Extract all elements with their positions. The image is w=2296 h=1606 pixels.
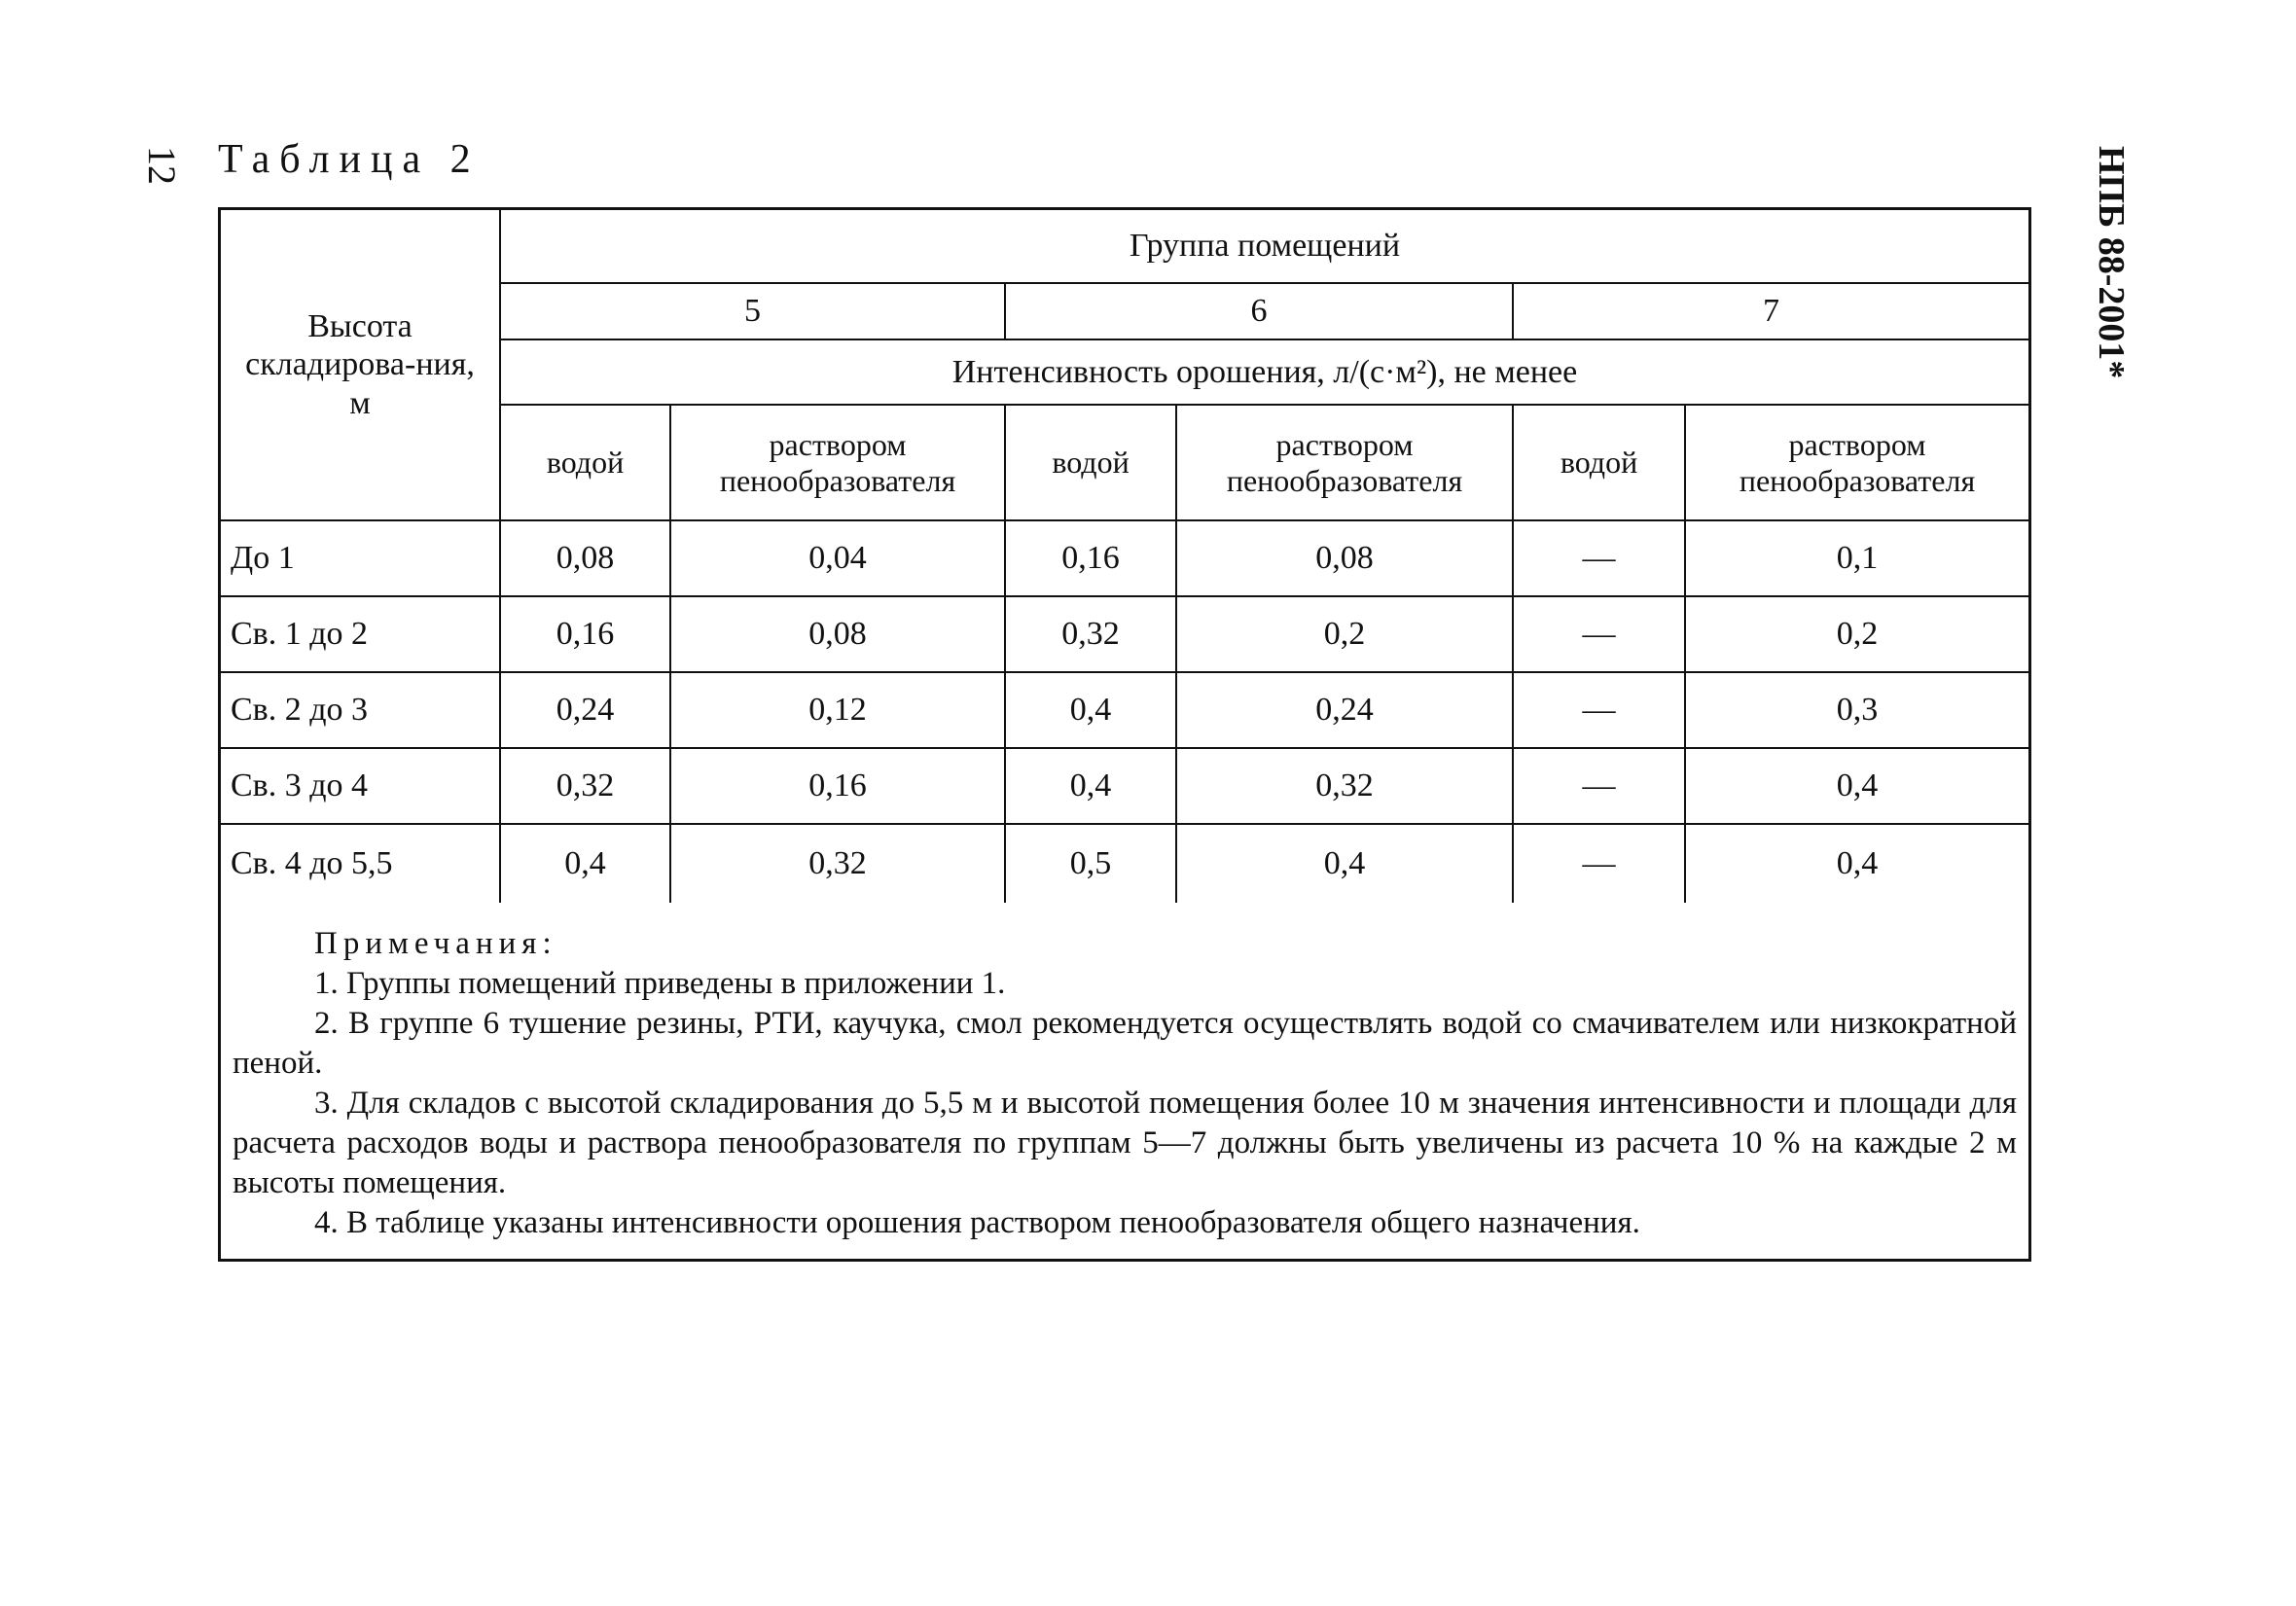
table-row — [221, 824, 2028, 903]
row-label: Св. 4 до 5,5 — [221, 824, 500, 903]
note-item: 2. В группе 6 тушение резины, РТИ, каучука, смол рекомендуется осуществлять водой со смачивателем или низкократной пеной. — [233, 1006, 2017, 1081]
table-cell: 0,4 — [1176, 824, 1513, 903]
table-cell: 0,4 — [1685, 824, 2028, 903]
group-header: Группа помещений — [500, 210, 2028, 283]
table-row — [221, 672, 2028, 748]
group-number: 7 — [1513, 283, 2028, 339]
row-label: Св. 3 до 4 — [221, 748, 500, 824]
group-number: 6 — [1005, 283, 1513, 339]
note-item: 4. В таблице указаны интенсивности орошения раствором пенообразователя общего назначения. — [314, 1205, 1640, 1240]
stub-header: Высота складирова-ния, м — [221, 210, 500, 520]
table-cell: 0,32 — [670, 824, 1005, 903]
table-cell: 0,4 — [1005, 672, 1176, 748]
subheader-water: водой — [1513, 405, 1685, 520]
row-label: Св. 2 до 3 — [221, 672, 500, 748]
notes-title: Примечания: — [314, 926, 557, 961]
table-cell: 0,12 — [670, 672, 1005, 748]
table-cell: 0,32 — [1176, 748, 1513, 824]
row-label: До 1 — [221, 520, 500, 596]
table-cell: — — [1513, 596, 1685, 672]
subheader-water: водой — [500, 405, 670, 520]
table-cell: 0,08 — [1176, 520, 1513, 596]
table-cell: 0,16 — [1005, 520, 1176, 596]
note-item: 1. Группы помещений приведены в приложении 1. — [314, 966, 1006, 1001]
subheader-foam: раствором пенообразователя — [1176, 405, 1513, 520]
table-row — [221, 748, 2028, 824]
table-row — [221, 596, 2028, 672]
table-title: Таблица 2 — [218, 137, 481, 182]
subheader-water: водой — [1005, 405, 1176, 520]
table-cell: 0,24 — [500, 672, 670, 748]
table-cell: 0,16 — [500, 596, 670, 672]
table-cell: 0,4 — [1005, 748, 1176, 824]
group-number: 5 — [500, 283, 1005, 339]
table-cell: 0,32 — [500, 748, 670, 824]
table-cell: — — [1513, 672, 1685, 748]
table-cell: 0,5 — [1005, 824, 1176, 903]
table-cell: 0,32 — [1005, 596, 1176, 672]
table-cell: 0,4 — [500, 824, 670, 903]
table-cell: — — [1513, 824, 1685, 903]
page-number: 12 — [140, 146, 184, 185]
row-label: Св. 1 до 2 — [221, 596, 500, 672]
table-cell: 0,08 — [670, 596, 1005, 672]
table-cell: — — [1513, 748, 1685, 824]
table-notes — [221, 903, 2028, 1259]
table-cell: 0,2 — [1176, 596, 1513, 672]
table-cell: 0,1 — [1685, 520, 2028, 596]
subheader-foam: раствором пенообразователя — [1685, 405, 2028, 520]
table-cell: 0,08 — [500, 520, 670, 596]
table-cell: 0,16 — [670, 748, 1005, 824]
subheader-foam: раствором пенообразователя — [670, 405, 1005, 520]
intensity-header: Интенсивность орошения, л/(с·м²), не менее — [500, 339, 2028, 405]
norms-table — [218, 207, 2031, 1262]
note-item: 3. Для складов с высотой складирования до 5,5 м и высотой помещения более 10 м значения интенсивности и площади для расчета расходов воды и раствора пенообразователя по группам 5—7 должны быть увеличены из расчета 10 % на каждые 2 м высоты помещения. — [233, 1086, 2017, 1200]
table-cell: 0,2 — [1685, 596, 2028, 672]
document-code: НПБ 88-2001* — [2091, 146, 2132, 379]
table-cell: 0,4 — [1685, 748, 2028, 824]
table-cell: — — [1513, 520, 1685, 596]
table-cell: 0,3 — [1685, 672, 2028, 748]
table-cell: 0,24 — [1176, 672, 1513, 748]
table-row — [221, 520, 2028, 596]
table-cell: 0,04 — [670, 520, 1005, 596]
